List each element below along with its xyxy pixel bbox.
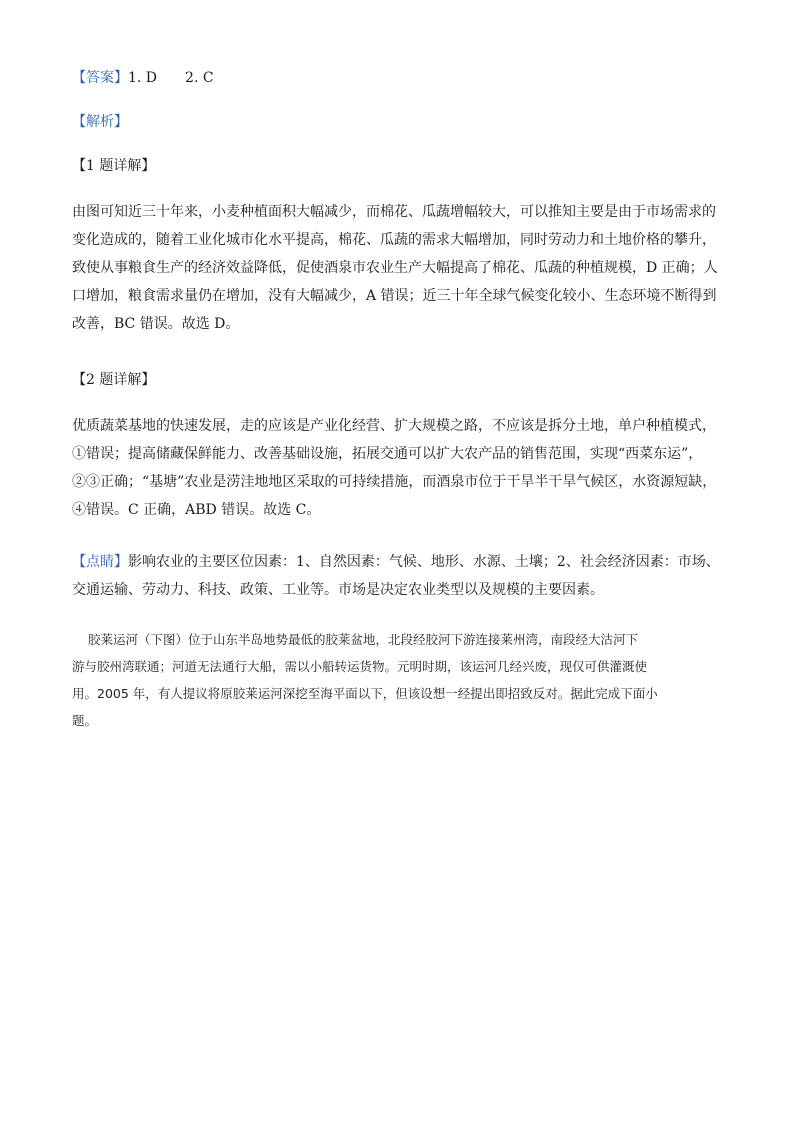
- tip-tag: 【点睛】: [72, 554, 128, 570]
- q2-heading: [72, 370, 722, 390]
- q1-line: 变化造成的，随着工业化城市化水平提高，棉花、瓜蔬的需求大幅增加，同时劳动力和土地价格的攀升，: [72, 232, 716, 248]
- material-line: 用。2005 年，有人提议将原胶莱运河深挖至海平面以下，但该设想一经提出即招致反对。据此完成下面小: [72, 686, 658, 701]
- tip-line-1: [72, 548, 724, 576]
- q1-line: 口增加，粮食需求量仍在增加，没有大幅减少，A 错误；近三十年全球气候变化较小、生态环境不断得到: [72, 288, 717, 304]
- q2-paragraph: [72, 412, 724, 524]
- q1-line: 致使从事粮食生产的经济效益降低，促使酒泉市农业生产大幅提高了棉花、瓜蔬的种植规模，D 正确；人: [72, 260, 718, 276]
- answer-1: 1. D: [128, 70, 158, 86]
- material-line: 胶莱运河（下图）位于山东半岛地势最低的胶莱盆地，北段经胶河下游连接莱州湾，南段经大沽河下: [88, 632, 639, 647]
- q1-heading: [72, 156, 722, 176]
- q2-line: ①错误；提高储藏保鲜能力、改善基础设施，拓展交通可以扩大农产品的销售范围，实现“西菜东运”，: [72, 446, 703, 462]
- answer-2: 2. C: [185, 70, 214, 86]
- answer-tag: 【答案】: [72, 70, 128, 86]
- q2-line: ④错误。C 正确，ABD 错误。故选 C。: [72, 502, 321, 518]
- material-line: 题。: [72, 713, 98, 728]
- q1-tag: 【1 题详解】: [72, 158, 156, 174]
- analysis-heading: [72, 112, 722, 132]
- tip-paragraph: [72, 548, 724, 604]
- tip-line: 交通运输、劳动力、科技、政策、工业等。市场是决定农业类型以及规模的主要因素。: [72, 582, 604, 598]
- q2-line: ②③正确；“基塘”农业是涝洼地地区采取的可持续措施，而酒泉市位于干旱半干旱气候区，水资源短缺，: [72, 474, 717, 490]
- analysis-tag: 【解析】: [72, 114, 128, 130]
- q1-paragraph: [72, 198, 724, 338]
- material-line: 游与胶州湾联通；河道无法通行大船，需以小船转运货物。元明时期，该运河几经兴废，现仅可供灌溉使: [72, 659, 648, 674]
- tip-text: 影响农业的主要区位因素：1、自然因素：气候、地形、水源、土壤；2、社会经济因素：市场、: [128, 554, 720, 570]
- q2-tag: 【2 题详解】: [72, 372, 156, 388]
- q1-line: 由图可知近三十年来，小麦种植面积大幅减少，而棉花、瓜蔬增幅较大，可以推知主要是由于市场需求的: [72, 204, 716, 220]
- q1-line: 改善，BC 错误。故选 D。: [72, 316, 240, 332]
- q2-line: 优质蔬菜基地的快速发展，走的应该是产业化经营、扩大规模之路，不应该是拆分土地，单户种植模式，: [72, 418, 716, 434]
- answer-line: [72, 68, 722, 88]
- material-paragraph: [72, 626, 724, 734]
